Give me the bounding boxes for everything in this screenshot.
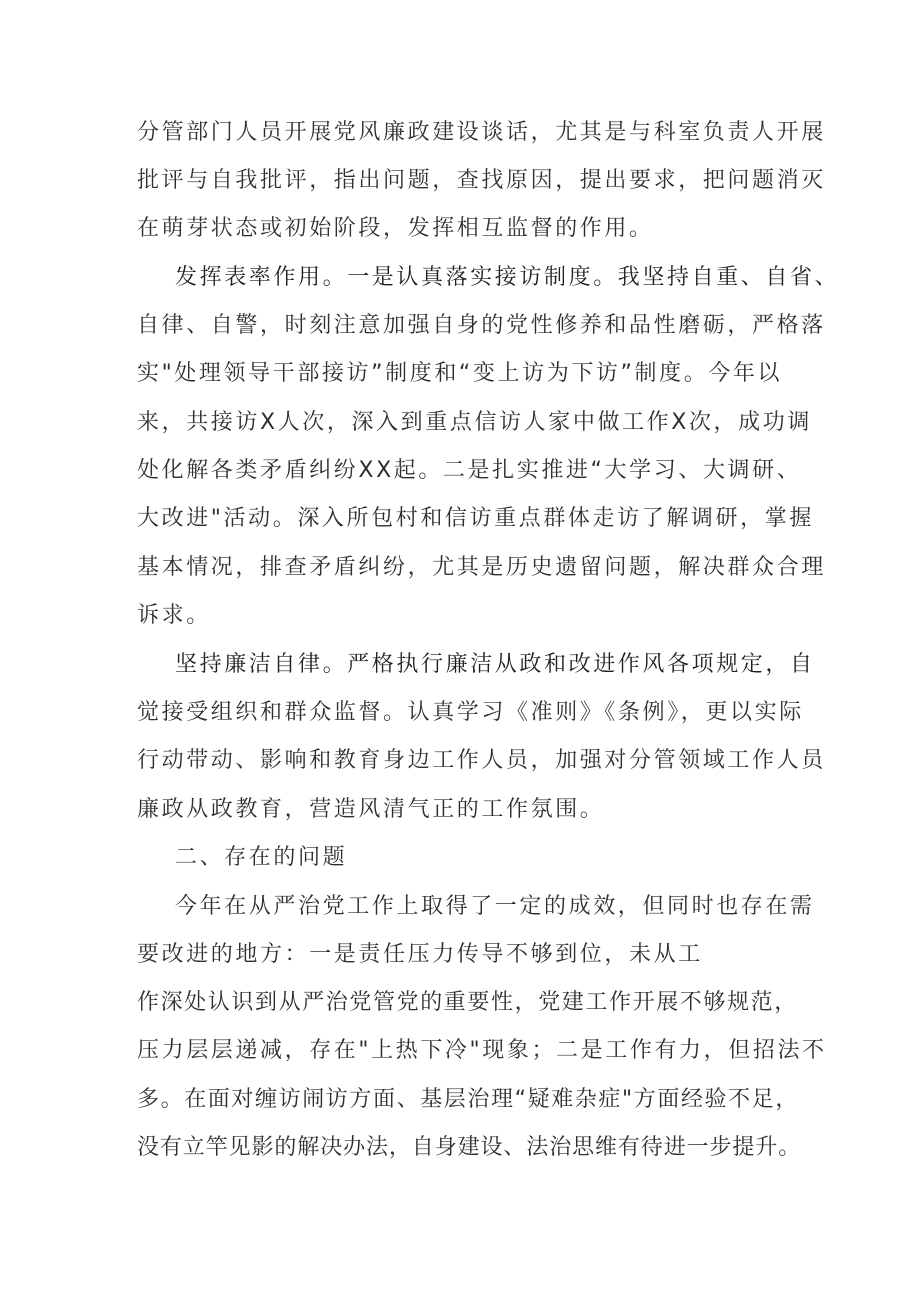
paragraph-line: 分管部门人员开展党风廉政建设谈话，尤其是与科室负责人开展	[137, 120, 826, 145]
paragraph-line: 批评与自我批评，指出问题，查找原因，提出要求，把问题消灭	[137, 168, 826, 193]
paragraph-line: 作深处认识到从严治党管党的重要性，党建工作开展不够规范，	[137, 990, 798, 1015]
section-heading-line: 坚持廉洁自律。严格执行廉洁从政和改进作风各项规定，自	[175, 652, 815, 677]
paragraph-line: 行动带动、影响和教育身边工作人员，加强对分管领域工作人员	[137, 748, 826, 773]
paragraph-line: 自律、自警，时刻注意加强自身的党性修养和品性磨砺，严格落	[137, 313, 826, 338]
paragraph-line: 在萌芽状态或初始阶段，发挥相互监督的作用。	[137, 216, 654, 241]
paragraph-line: 来，共接访X人次，深入到重点信访人家中做工作X次，成功调	[137, 410, 812, 435]
paragraph-line: 没有立竿见影的解决办法，自身建设、法治思维有待进一步提升。	[137, 1135, 802, 1160]
section-heading-line: 发挥表率作用。一是认真落实接访制度。我坚持自重、自省、	[175, 265, 840, 290]
paragraph-line: 大改进"活动。深入所包村和信访重点群体走访了解调研，掌握	[137, 506, 814, 531]
paragraph-line: 觉接受组织和群众监督。认真学习《准则》《条例》，更以实际	[137, 700, 804, 725]
paragraph-line: 处化解各类矛盾纠纷XX起。二是扎实推进“大学习、大调研、	[137, 458, 802, 483]
paragraph-line: 诉求。	[137, 603, 211, 628]
paragraph-line: 要改进的地方：一是责任压力传导不够到位，未从工	[137, 942, 703, 967]
paragraph-line: 多。在面对缠访闹访方面、基层治理“疑难杂症"方面经验不足，	[137, 1087, 799, 1112]
paragraph-line: 廉政从政教育，营造风清气正的工作氛围。	[137, 797, 605, 822]
paragraph-line: 压力层层递减，存在"上热下冷"现象；二是工作有力，但招法不	[137, 1038, 827, 1063]
paragraph-line: 实"处理领导干部接访”制度和“变上访为下访”制度。今年以	[137, 361, 783, 386]
paragraph-line: 今年在从严治党工作上取得了一定的成效，但同时也存在需	[175, 894, 815, 919]
section-title: 二、存在的问题	[175, 845, 348, 870]
paragraph-line: 基本情况，排查矛盾纠纷，尤其是历史遗留问题，解决群众合理	[137, 555, 826, 580]
